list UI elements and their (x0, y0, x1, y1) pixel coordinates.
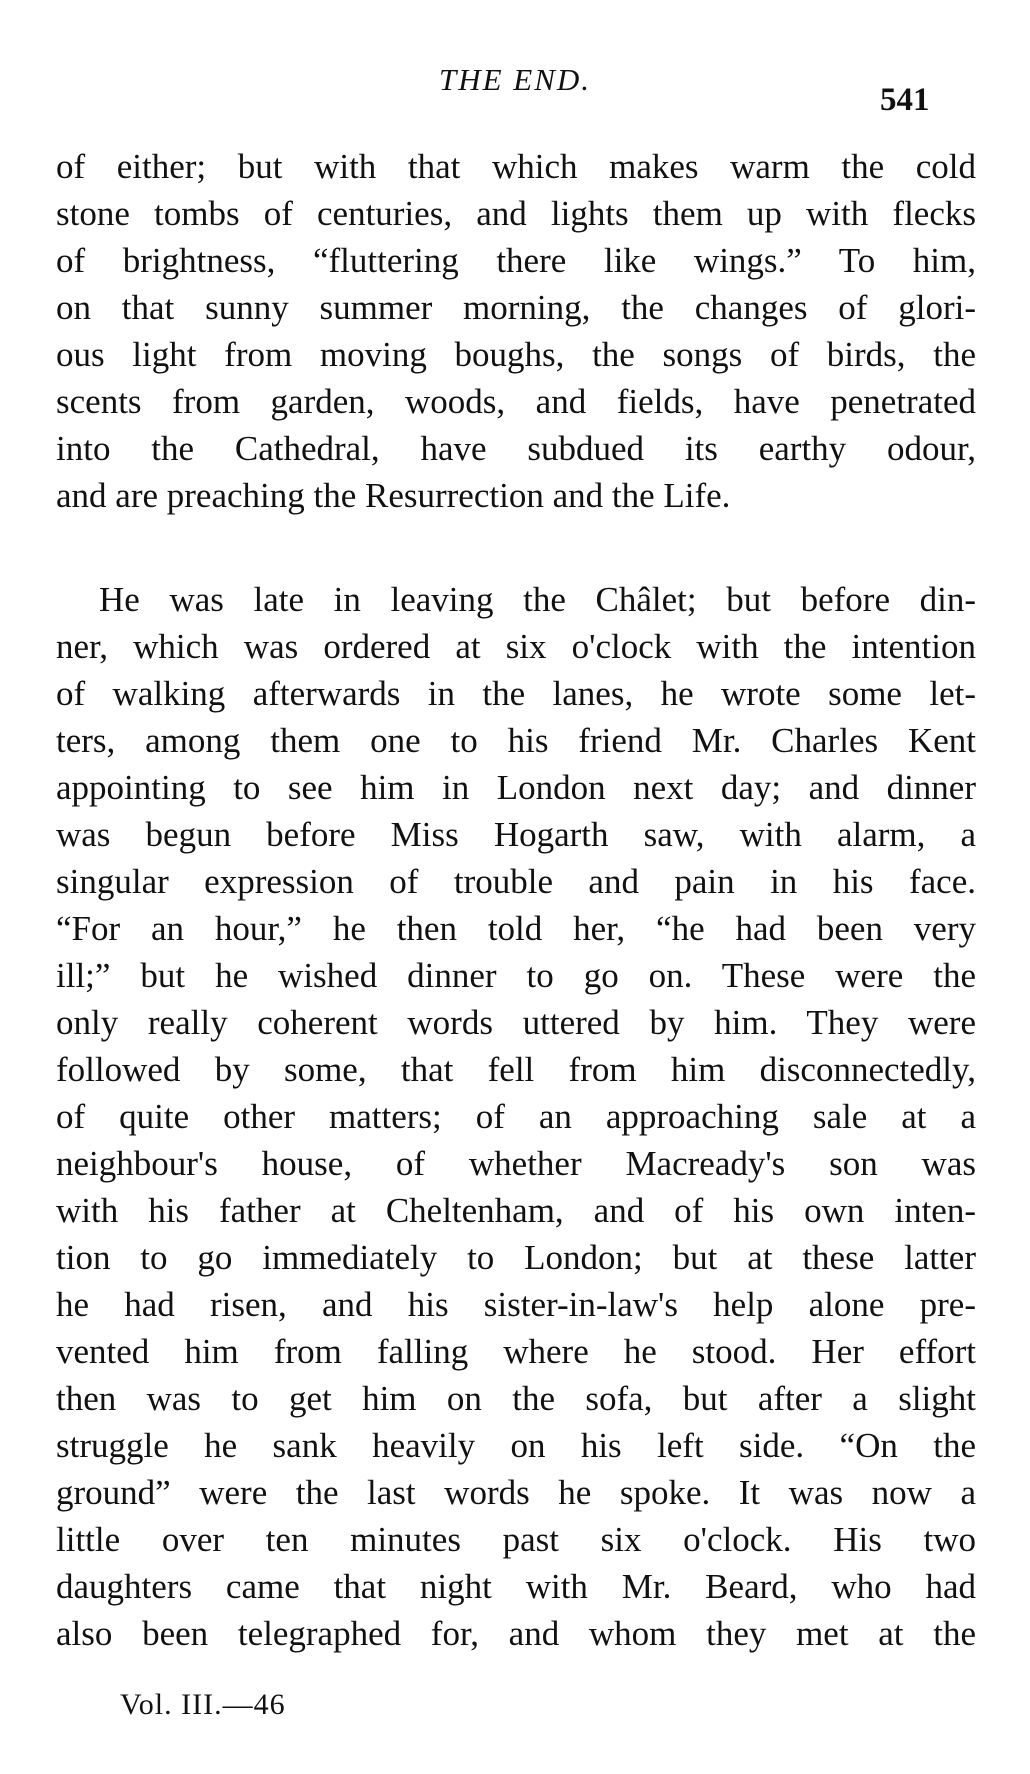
text-line: ill;” but he wished dinner to go on. These were the (56, 956, 976, 995)
text-line: “For an hour,” he then told her, “he had been very (56, 909, 976, 948)
text-line: also been telegraphed for, and whom they met at the (56, 1614, 976, 1653)
text-line: ters, among them one to his friend Mr. Charles Kent (56, 721, 976, 760)
text-line: of brightness, “fluttering there like wings.” To him, (56, 241, 976, 280)
text-line: into the Cathedral, have subdued its earthy odour, (56, 429, 976, 468)
text-line: scents from garden, woods, and fields, have penetrated (56, 382, 976, 421)
text-line: of quite other matters; of an approaching sale at a (56, 1097, 976, 1136)
text-line: appointing to see him in London next day; and dinner (56, 768, 976, 807)
text-line: with his father at Cheltenham, and of his own inten- (56, 1191, 976, 1230)
text-line: he had risen, and his sister-in-law's help alone pre- (56, 1285, 976, 1324)
text-line: only really coherent words uttered by him. They were (56, 1003, 976, 1042)
text-line: ground” were the last words he spoke. It was now a (56, 1473, 976, 1512)
text-line: neighbour's house, of whether Macready's son was (56, 1144, 976, 1183)
text-line: and are preaching the Resurrection and the Life. (56, 476, 731, 515)
text-line: stone tombs of centuries, and lights them up with flecks (56, 194, 976, 233)
text-line: was begun before Miss Hogarth saw, with alarm, a (56, 815, 976, 854)
running-header-title: THE END. (438, 62, 592, 97)
text-line: daughters came that night with Mr. Beard, who had (56, 1567, 976, 1606)
text-line: He was late in leaving the Châlet; but before din- (99, 580, 976, 619)
text-line: then was to get him on the sofa, but after a slight (56, 1379, 976, 1418)
text-line: followed by some, that fell from him disconnectedly, (56, 1050, 976, 1089)
text-line: ner, which was ordered at six o'clock with the intention (56, 627, 976, 666)
paragraph-1 (56, 143, 976, 519)
text-line: on that sunny summer morning, the changes of glori- (56, 288, 976, 327)
volume-signature: Vol. III.—46 (120, 1688, 286, 1721)
text-line: little over ten minutes past six o'clock. His two (56, 1520, 976, 1559)
text-line: of walking afterwards in the lanes, he wrote some let- (56, 674, 976, 713)
text-line: vented him from falling where he stood. Her effort (56, 1332, 976, 1371)
text-line: of either; but with that which makes warm the cold (56, 147, 976, 186)
paragraph-2 (56, 576, 976, 1657)
text-line: tion to go immediately to London; but at these latter (56, 1238, 976, 1277)
text-line: ous light from moving boughs, the songs of birds, the (56, 335, 976, 374)
text-line: struggle he sank heavily on his left side. “On the (56, 1426, 976, 1465)
text-line: singular expression of trouble and pain in his face. (56, 862, 976, 901)
page-number: 541 (880, 82, 930, 118)
